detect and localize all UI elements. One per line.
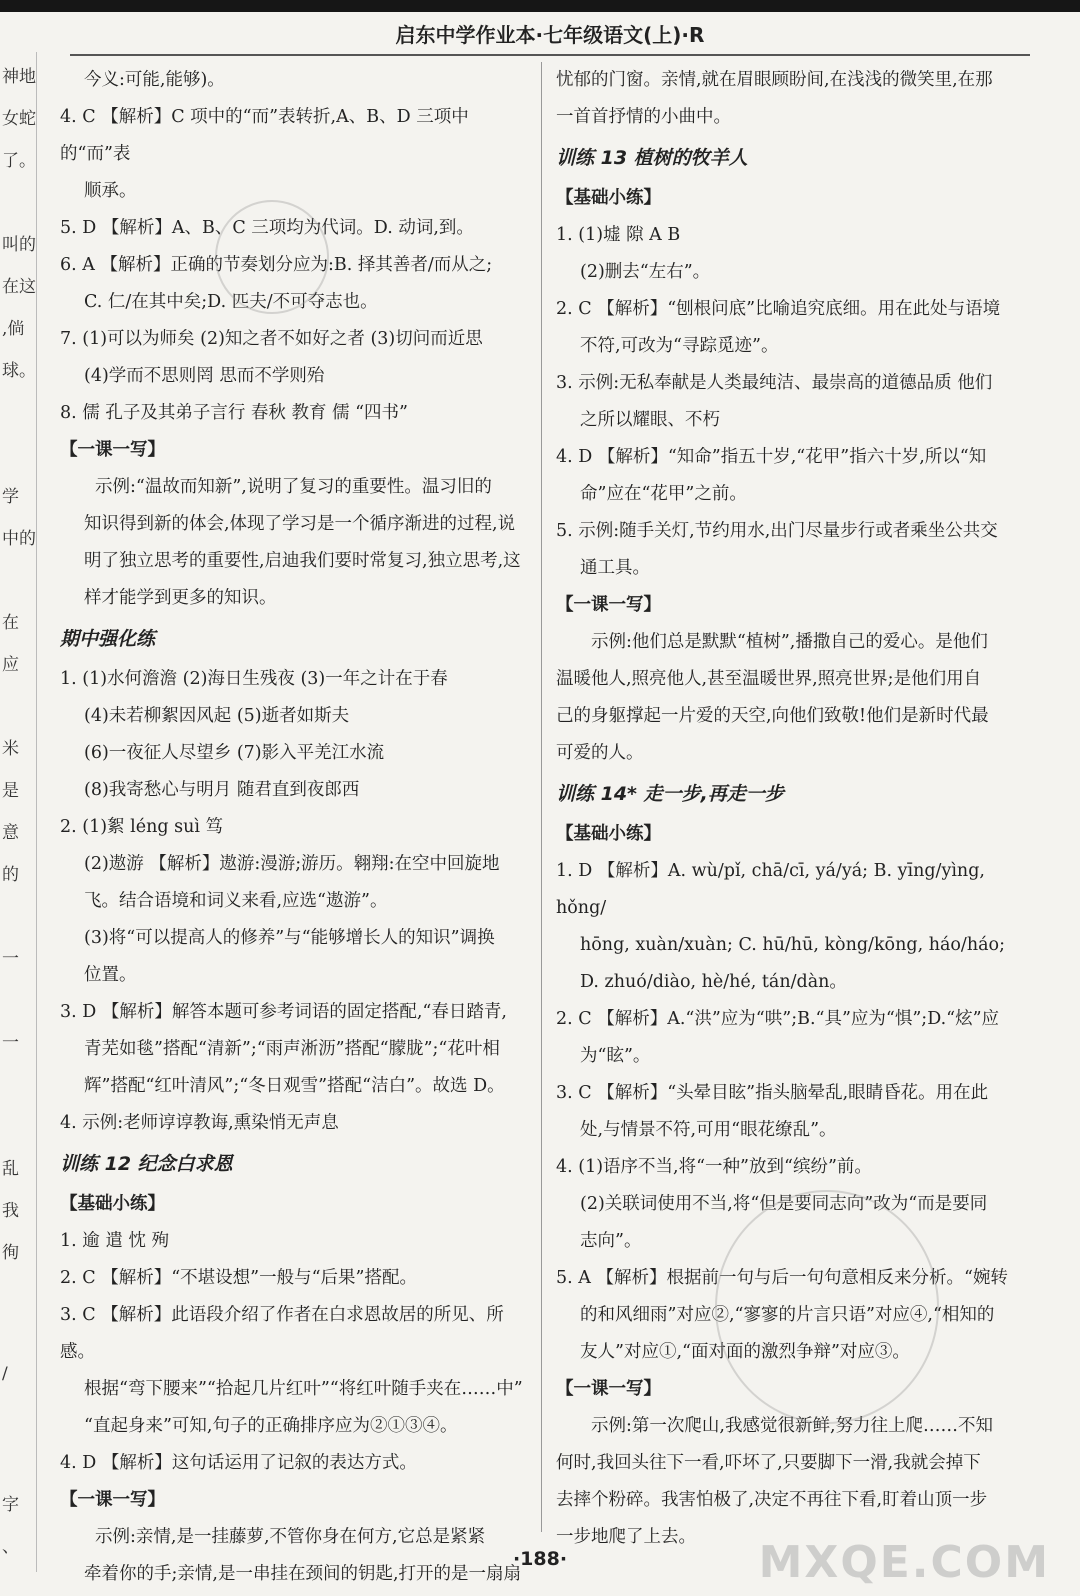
text-line: 命”应在“花甲”之前。 xyxy=(580,484,747,504)
text-line: 6. A 【解析】正确的节奏划分应为:B. 择其善者/而从之; xyxy=(60,255,493,275)
edge-fragment: 字 xyxy=(2,1495,19,1515)
text-line: 【基础小练】 xyxy=(556,824,661,844)
text-line: 3. C 【解析】“头晕目眩”指头脑晕乱,眼睛昏花。用在此 xyxy=(556,1083,989,1103)
text-line: 2. C 【解析】“不堪设想”一般与“后果”搭配。 xyxy=(60,1268,417,1288)
text-line: 4. C 【解析】C 项中的“而”表转折,A、B、D 三项中的“而”表 xyxy=(60,107,469,164)
text-line: 忧郁的门窗。亲情,就在眉眼顾盼间,在浅浅的微笑里,在那 xyxy=(556,70,993,90)
text-line: 【基础小练】 xyxy=(60,1194,165,1214)
text-line: 青芜如毯”搭配“清新”;“雨声淅沥”搭配“朦胧”;“花叶相 xyxy=(84,1039,500,1059)
watermark-logo: MXQE.COM xyxy=(758,1537,1050,1588)
text-line: (2)删去“左右”。 xyxy=(580,262,711,282)
edge-fragment: 女蛇 xyxy=(2,109,36,129)
edge-fragment: 叫的 xyxy=(2,235,36,255)
edge-fragment: 一 xyxy=(2,949,19,969)
text-line: 牵着你的手;亲情,是一串挂在颈间的钥匙,打开的是一扇扇 xyxy=(84,1564,522,1584)
text-line: 辉”搭配“红叶清风”;“冬日观雪”搭配“洁白”。故选 D。 xyxy=(84,1076,505,1096)
text-line: 友人”对应①,“面对面的激烈争辩”对应③。 xyxy=(580,1342,910,1362)
edge-fragment: 球。 xyxy=(2,361,36,381)
edge-fragment: 、 xyxy=(2,1537,19,1557)
text-line: 明了独立思考的重要性,启迪我们要时常复习,独立思考,这 xyxy=(84,551,521,571)
text-line: 【一课一写】 xyxy=(556,1379,661,1399)
text-line: 示例:第一次爬山,我感觉很新鲜,努力往上爬……不知 xyxy=(591,1416,994,1436)
text-line: 3. 示例:无私奉献是人类最纯洁、最崇高的道德品质 他们 xyxy=(556,373,993,393)
text-line: 温暖他人,照亮他人,甚至温暖世界,照亮世界;是他们用自 xyxy=(556,669,982,689)
text-line: 1. (1)墟 隙 A B xyxy=(556,225,681,245)
text-line: 1. D 【解析】A. wù/pǐ, chā/cī, yá/yá; B. yīng/yìng, hǒng/ xyxy=(556,861,985,918)
section-title: 训练 12 纪念白求恩 xyxy=(60,1153,233,1175)
faint-stamp-mark xyxy=(215,200,329,314)
text-line: 顺承。 xyxy=(84,181,137,201)
text-line: 去摔个粉碎。我害怕极了,决定不再往下看,盯着山顶一步 xyxy=(556,1490,988,1510)
section-title: 期中强化练 xyxy=(60,628,156,650)
text-line: 今义:可能,能够)。 xyxy=(84,70,225,90)
edge-fragment: 是 xyxy=(2,781,19,801)
text-line: “直起身来”可知,句子的正确排序应为②①③④。 xyxy=(84,1416,458,1436)
text-line: 通工具。 xyxy=(580,558,650,578)
text-line: 1. (1)水何澹澹 (2)海日生残夜 (3)一年之计在于春 xyxy=(60,669,448,689)
edge-fragment: 学 xyxy=(2,487,19,507)
edge-fragment: 徇 xyxy=(2,1243,19,1263)
column-divider xyxy=(541,62,542,1532)
section-title: 训练 13 植树的牧羊人 xyxy=(556,147,748,169)
text-line: 根据“弯下腰来”“拾起几片红叶”“将红叶随手夹在……中” xyxy=(84,1379,523,1399)
page-number: ·188· xyxy=(512,1548,568,1570)
text-line: 样才能学到更多的知识。 xyxy=(84,588,277,608)
text-line: 可爱的人。 xyxy=(556,743,644,763)
text-line: (4)未若柳絮因风起 (5)逝者如斯夫 xyxy=(84,706,350,726)
text-line: 示例:亲情,是一挂藤萝,不管你身在何方,它总是紧紧 xyxy=(95,1527,486,1547)
text-line: 4. (1)语序不当,将“一种”放到“缤纷”前。 xyxy=(556,1157,872,1177)
faint-stamp-mark xyxy=(715,1190,939,1424)
edge-fragment: 在 xyxy=(2,613,19,633)
edge-fragment: 了。 xyxy=(2,151,36,171)
text-line: 【一课一写】 xyxy=(556,595,661,615)
text-line: 4. 示例:老师谆谆教诲,熏染悄无声息 xyxy=(60,1113,339,1133)
text-line: hōng, xuàn/xuàn; C. hū/hū, kòng/kōng, háo/háo; xyxy=(580,935,1005,955)
edge-fragment: 神地 xyxy=(2,67,36,87)
top-dark-band xyxy=(0,0,1080,12)
text-line: 【一课一写】 xyxy=(60,1490,165,1510)
text-line: 飞。结合语境和词义来看,应选“遨游”。 xyxy=(84,891,388,911)
edge-fragment: 在这 xyxy=(2,277,36,297)
text-line: 2. (1)絮 léng suì 笃 xyxy=(60,817,224,837)
left-edge-bleed-text xyxy=(0,52,37,1572)
edge-fragment: 一 xyxy=(2,1033,19,1053)
text-line: 5. A 【解析】根据前一句与后一句句意相反来分析。“婉转 xyxy=(556,1268,1008,1288)
text-line: 何时,我回头往下一看,吓坏了,只要脚下一滑,我就会掉下 xyxy=(556,1453,981,1473)
text-line: (3)将“可以提高人的修养”与“能够增长人的知识”调换 xyxy=(84,928,495,948)
text-line: 的和风细雨”对应②,“寥寥的片言只语”对应④,“相知的 xyxy=(580,1305,995,1325)
page-header: 启东中学作业本·七年级语文(上)·R xyxy=(70,16,1030,56)
edge-fragment: 米 xyxy=(2,739,19,759)
text-line: C. 仁/在其中矣;D. 匹夫/不可夺志也。 xyxy=(84,292,378,312)
text-line: 己的身躯撑起一片爱的天空,向他们致敬!他们是新时代最 xyxy=(556,706,989,726)
text-line: 【一课一写】 xyxy=(60,440,165,460)
text-line: 位置。 xyxy=(84,965,137,985)
text-line: 不符,可改为“寻踪觅迹”。 xyxy=(580,336,779,356)
text-line: 5. D 【解析】A、B、C 三项均为代词。D. 动词,到。 xyxy=(60,218,474,238)
text-line: (4)学而不思则罔 思而不学则殆 xyxy=(84,366,325,386)
edge-fragment: ,倘 xyxy=(2,319,25,339)
text-line: 4. D 【解析】“知命”指五十岁,“花甲”指六十岁,所以“知 xyxy=(556,447,987,467)
text-line: (8)我寄愁心与明月 随君直到夜郎西 xyxy=(84,780,360,800)
edge-fragment: 应 xyxy=(2,655,19,675)
text-line: 一步地爬了上去。 xyxy=(556,1527,696,1547)
section-title: 训练 14* 走一步,再走一步 xyxy=(556,783,784,805)
edge-fragment: 我 xyxy=(2,1201,19,1221)
edge-fragment: 意 xyxy=(2,823,19,843)
edge-fragment: / xyxy=(2,1364,8,1384)
text-line: D. zhuó/diào, hè/hé, tán/dàn。 xyxy=(580,972,847,992)
text-line: 志向”。 xyxy=(580,1231,642,1251)
text-line: 3. D 【解析】解答本题可参考词语的固定搭配,“春日踏青, xyxy=(60,1002,507,1022)
text-line: 2. C 【解析】“刨根问底”比喻追究底细。用在此处与语境 xyxy=(556,299,1001,319)
text-line: 8. 儒 孔子及其弟子言行 春秋 教育 儒 “四书” xyxy=(60,403,408,423)
text-line: 4. D 【解析】这句话运用了记叙的表达方式。 xyxy=(60,1453,417,1473)
text-line: (2)关联词使用不当,将“但是要同志向”改为“而是要同 xyxy=(580,1194,988,1214)
text-line: (6)一夜征人尽望乡 (7)影入平羌江水流 xyxy=(84,743,385,763)
text-line: 5. 示例:随手关灯,节约用水,出门尽量步行或者乘坐公共交 xyxy=(556,521,998,541)
text-line: 处,与情景不符,可用“眼花缭乱”。 xyxy=(580,1120,837,1140)
text-line: 知识得到新的体会,体现了学习是一个循序渐进的过程,说 xyxy=(84,514,516,534)
text-line: 示例:“温故而知新”,说明了复习的重要性。温习旧的 xyxy=(95,477,492,497)
edge-fragment: 的 xyxy=(2,865,19,885)
text-line: (2)遨游 【解析】遨游:漫游;游历。翱翔:在空中回旋地 xyxy=(84,854,500,874)
text-line: 2. C 【解析】A.“洪”应为“哄”;B.“具”应为“惧”;D.“炫”应 xyxy=(556,1009,1000,1029)
text-line: 【基础小练】 xyxy=(556,188,661,208)
text-line: 示例:他们总是默默“植树”,播撒自己的爱心。是他们 xyxy=(591,632,988,652)
edge-fragment: 乱 xyxy=(2,1159,19,1179)
text-line: 3. C 【解析】此语段介绍了作者在白求恩故居的所见、所感。 xyxy=(60,1305,504,1362)
text-line: 之所以耀眼、不朽 xyxy=(580,410,720,430)
text-line: 7. (1)可以为师矣 (2)知之者不如好之者 (3)切问而近思 xyxy=(60,329,483,349)
text-line: 1. 逾 遣 忱 殉 xyxy=(60,1231,169,1251)
text-line: 一首首抒情的小曲中。 xyxy=(556,107,731,127)
edge-fragment: 中的 xyxy=(2,529,36,549)
text-line: 为“眩”。 xyxy=(580,1046,651,1066)
